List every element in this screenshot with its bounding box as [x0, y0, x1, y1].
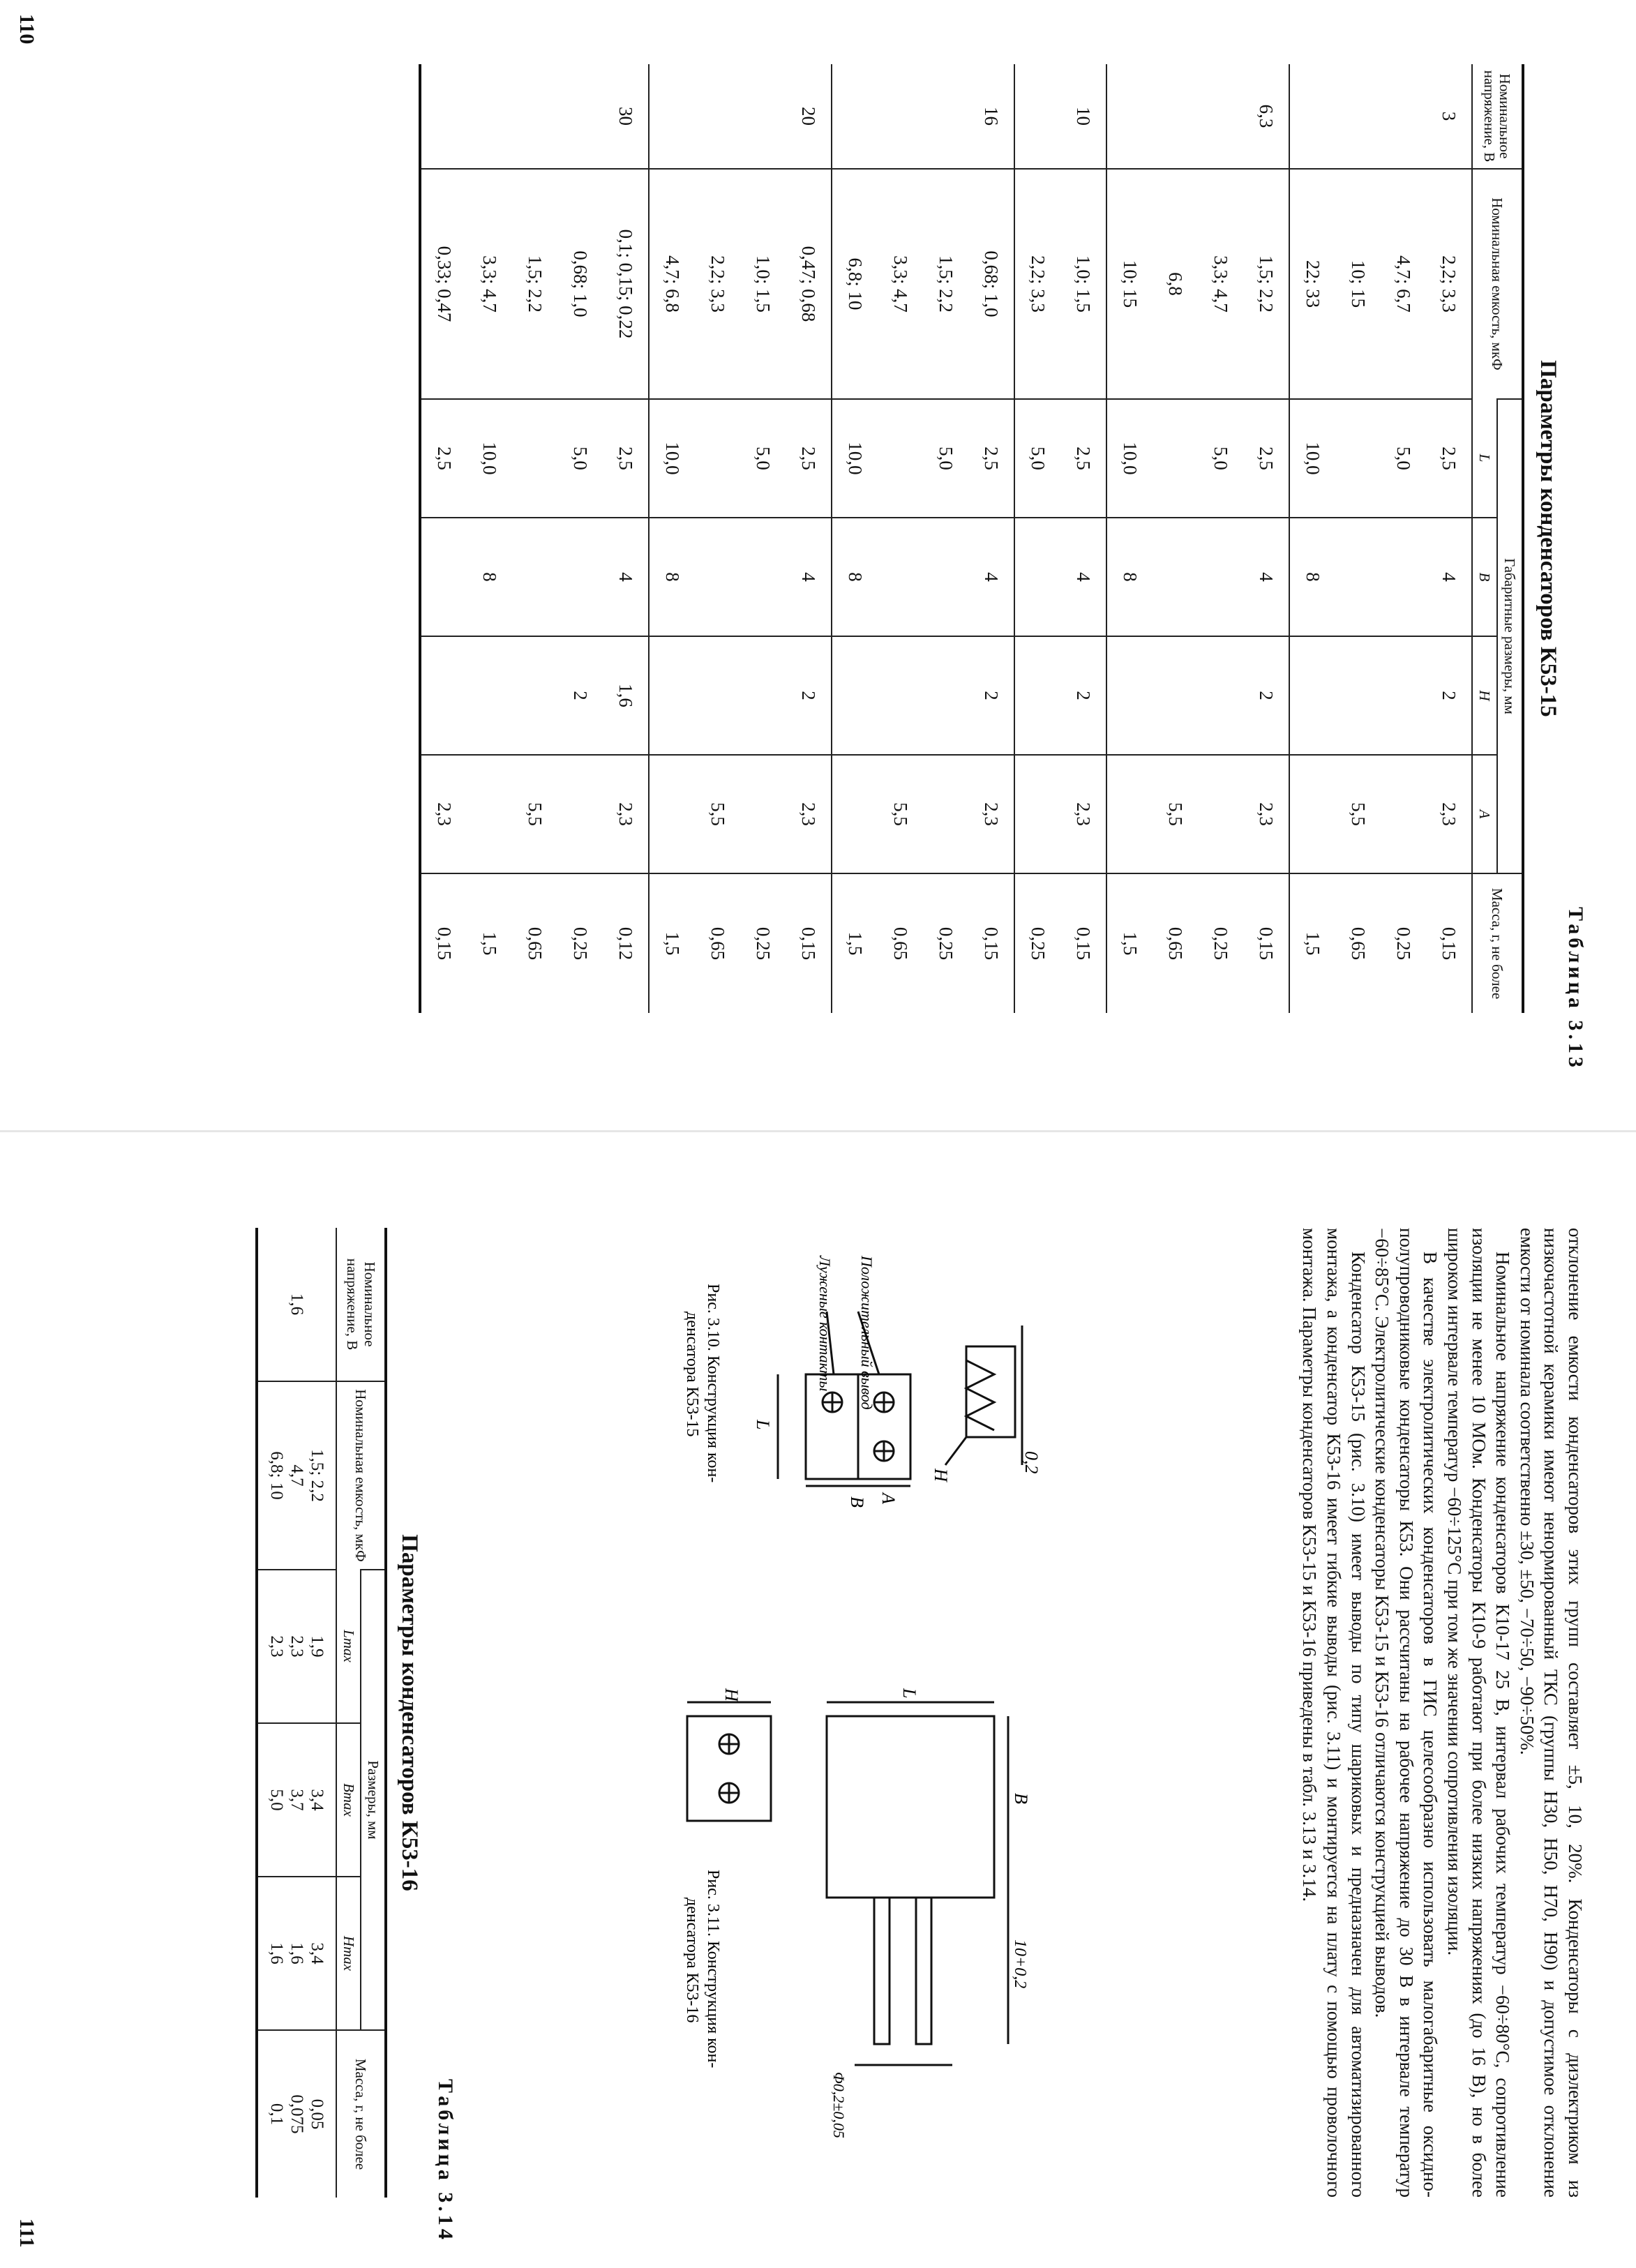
cell-voltage: 16 — [968, 64, 1014, 169]
t314-header-dims: Размеры, мм — [361, 1570, 386, 2030]
cell-B — [1198, 518, 1243, 636]
cell-H — [1014, 636, 1060, 755]
fig311-dim-B: B — [1011, 1793, 1031, 1804]
cell-L: 10,0 — [1289, 399, 1335, 518]
cell-B: 8 — [1289, 518, 1335, 636]
cell-capacity: 0,1; 0,15; 0,22 — [603, 169, 649, 399]
cell-mass: 0,15 — [1060, 873, 1106, 1013]
cell-H — [1153, 636, 1198, 755]
cell-H — [740, 636, 786, 755]
cell-capacity: 1,5; 2,2 — [923, 169, 968, 399]
cell-L: 5,0 — [1014, 399, 1060, 518]
cell-L — [512, 399, 557, 518]
fig311-side-body — [687, 1716, 771, 1821]
table-row — [968, 64, 1014, 1013]
fig310-side-leads — [966, 1360, 994, 1430]
cell-voltage: 30 — [603, 64, 649, 169]
cell-L: 5,0 — [557, 399, 603, 518]
table-3-14 — [255, 1228, 387, 2198]
table-3-13-body — [420, 64, 1472, 1013]
cell-capacity: 22; 33 — [1289, 169, 1335, 399]
cell-mass: 1,5 — [467, 873, 512, 1013]
t314-cell-capacity: 1,5; 2,2 4,7 6,8; 10 — [257, 1381, 336, 1570]
cell-A: 5,5 — [695, 755, 740, 873]
cell-H: 2 — [557, 636, 603, 755]
fig311-lead-1 — [916, 1898, 931, 2044]
table-row — [1198, 64, 1243, 1013]
t314-header-voltage: Номинальное напряжение, В — [336, 1228, 386, 1381]
cell-capacity: 1,5; 2,2 — [1243, 169, 1289, 399]
cell-capacity: 1,0; 1,5 — [1060, 169, 1106, 399]
fig311-front-body — [827, 1716, 994, 1898]
cell-B: 4 — [1426, 518, 1472, 636]
cell-mass: 1,5 — [649, 873, 695, 1013]
cell-voltage — [467, 64, 512, 169]
cell-mass: 0,65 — [1153, 873, 1198, 1013]
cell-capacity: 6,8 — [1153, 169, 1198, 399]
t314-cell-B: 3,4 3,7 5,0 — [257, 1723, 336, 1877]
cell-L: 2,5 — [1243, 399, 1289, 518]
cell-L: 2,5 — [1060, 399, 1106, 518]
cell-mass: 0,15 — [968, 873, 1014, 1013]
fig311-dim-L: L — [899, 1688, 920, 1699]
cell-capacity: 10; 15 — [1106, 169, 1153, 399]
cell-H — [1106, 636, 1153, 755]
cell-H: 2 — [1060, 636, 1106, 755]
fig310-label-positive: Положительный вывод — [858, 1256, 876, 1410]
fig311-dim-10: 10+0,2 — [1011, 1939, 1029, 1989]
table-row — [786, 64, 832, 1013]
cell-A — [740, 755, 786, 873]
cell-capacity: 3,3; 4,7 — [1198, 169, 1243, 399]
fig310-dim-L: L — [753, 1420, 773, 1430]
cell-B: 8 — [649, 518, 695, 636]
cell-mass: 0,12 — [603, 873, 649, 1013]
cell-H — [695, 636, 740, 755]
cell-A: 2,3 — [1243, 755, 1289, 873]
cell-L: 5,0 — [1198, 399, 1243, 518]
cell-B — [1153, 518, 1198, 636]
cell-capacity: 4,7; 6,8 — [649, 169, 695, 399]
page-number-right: 111 — [15, 2218, 38, 2248]
cell-H — [832, 636, 878, 755]
cell-B: 8 — [467, 518, 512, 636]
cell-B: 4 — [1060, 518, 1106, 636]
cell-voltage — [1289, 64, 1335, 169]
cell-mass: 0,15 — [1426, 873, 1472, 1013]
cell-A: 2,3 — [603, 755, 649, 873]
cell-voltage — [878, 64, 923, 169]
cell-H — [923, 636, 968, 755]
cell-voltage — [1106, 64, 1153, 169]
cell-voltage — [740, 64, 786, 169]
table-row — [1289, 64, 1335, 1013]
cell-voltage — [1198, 64, 1243, 169]
cell-B — [695, 518, 740, 636]
table-row — [1060, 64, 1106, 1013]
t314-cell-voltage: 1,6 — [257, 1228, 336, 1381]
cell-L — [1153, 399, 1198, 518]
table-row — [878, 64, 923, 1013]
cell-A: 5,5 — [512, 755, 557, 873]
fig310-dim-02: 0,2 — [1021, 1451, 1042, 1474]
cell-A: 5,5 — [878, 755, 923, 873]
cell-L: 2,5 — [968, 399, 1014, 518]
cell-B — [512, 518, 557, 636]
cell-capacity: 2,2; 3,3 — [695, 169, 740, 399]
cell-B: 8 — [832, 518, 878, 636]
cell-B — [878, 518, 923, 636]
cell-H: 2 — [968, 636, 1014, 755]
cell-mass: 1,5 — [832, 873, 878, 1013]
cell-voltage: 10 — [1060, 64, 1106, 169]
t314-header-L: Lmax — [336, 1570, 361, 1723]
cell-capacity: 0,68; 1,0 — [968, 169, 1014, 399]
paragraph-2: Номинальное напряжение конденсаторов К10-17 25 В, интервал рабочих температур −60÷80°С, сопротивление изоляции не менее 10 МОм. Конденсаторы К10-9 работают при более низких напряжениях (до 16 В), но в более широком интервале температур −60÷125°С при том же значении сопротивления изоляции. — [1444, 1228, 1514, 2198]
fig310-caption-1: Рис. 3.10. Конструкция кон- — [704, 1284, 722, 1483]
cell-voltage — [557, 64, 603, 169]
cell-voltage — [1153, 64, 1198, 169]
cell-H: 2 — [1243, 636, 1289, 755]
cell-mass: 0,15 — [420, 873, 467, 1013]
cell-capacity: 0,33; 0,47 — [420, 169, 467, 399]
cell-voltage — [649, 64, 695, 169]
cell-A — [1381, 755, 1426, 873]
cell-A: 2,3 — [968, 755, 1014, 873]
paragraph-1: отклонение емкости конденсаторов этих групп составляет ±5, 10, 20%. Конденсаторы с диэлектриком из низкочастотной керамики имеют ненормированный ТКС (группы Н30, Н50, Н70, Н90) и допустимое отклонение емкости от номинала соответственно ±30, ±50, −70÷50, −90÷50%. — [1516, 1228, 1586, 2198]
cell-H — [878, 636, 923, 755]
cell-voltage — [1014, 64, 1060, 169]
cell-L — [695, 399, 740, 518]
cell-mass: 0,15 — [786, 873, 832, 1013]
fig311-lead-2 — [874, 1898, 890, 2044]
table-row — [1153, 64, 1198, 1013]
cell-A: 2,3 — [1426, 755, 1472, 873]
cell-B: 8 — [1106, 518, 1153, 636]
fig310-dim-H: H — [931, 1469, 951, 1482]
table-row — [512, 64, 557, 1013]
cell-mass: 1,5 — [1289, 873, 1335, 1013]
cell-mass: 1,5 — [1106, 873, 1153, 1013]
cell-L — [1335, 399, 1381, 518]
table-row — [695, 64, 740, 1013]
header-A: A — [1472, 755, 1497, 873]
cell-A: 5,5 — [1335, 755, 1381, 873]
cell-L: 5,0 — [740, 399, 786, 518]
t314-header-B: Bmax — [336, 1723, 361, 1877]
cell-capacity: 2,2; 3,3 — [1014, 169, 1060, 399]
cell-B: 4 — [603, 518, 649, 636]
cell-mass: 0,65 — [512, 873, 557, 1013]
cell-L: 10,0 — [467, 399, 512, 518]
cell-L — [878, 399, 923, 518]
fig310-dim-B: B — [847, 1496, 867, 1508]
t314-cell-L: 1,9 2,3 2,3 — [257, 1570, 336, 1723]
cell-L: 10,0 — [832, 399, 878, 518]
cell-B — [740, 518, 786, 636]
t314-header-H: Hmax — [336, 1877, 361, 2030]
fig311-dim-phi: Φ0,2±0,05 — [830, 2072, 848, 2138]
cell-mass: 0,25 — [1381, 873, 1426, 1013]
cell-voltage — [1381, 64, 1426, 169]
table-row — [740, 64, 786, 1013]
header-B: B — [1472, 518, 1497, 636]
cell-L: 10,0 — [649, 399, 695, 518]
cell-A — [832, 755, 878, 873]
cell-A — [1198, 755, 1243, 873]
table-3-13-label: Таблица 3.13 — [1564, 907, 1587, 1071]
cell-L: 10,0 — [1106, 399, 1153, 518]
cell-L: 2,5 — [420, 399, 467, 518]
fig310-dim-H-leader — [945, 1437, 966, 1465]
cell-capacity: 1,0; 1,5 — [740, 169, 786, 399]
page-gutter — [0, 1130, 1636, 1132]
cell-capacity: 1,5; 2,2 — [512, 169, 557, 399]
cell-voltage — [512, 64, 557, 169]
header-L: L — [1472, 399, 1497, 518]
cell-B — [1381, 518, 1426, 636]
table-row — [832, 64, 878, 1013]
table-3-14-title: Параметры конденсаторов К53-16 — [397, 1534, 422, 1891]
cell-voltage — [1335, 64, 1381, 169]
table-row — [1335, 64, 1381, 1013]
cell-capacity: 3,3; 4,7 — [878, 169, 923, 399]
table-row — [1243, 64, 1289, 1013]
cell-H: 2 — [1426, 636, 1472, 755]
table-row — [1106, 64, 1153, 1013]
table-3-13-title: Параметры конденсаторов К53-15 — [1536, 360, 1561, 717]
cell-mass: 0,25 — [923, 873, 968, 1013]
table-row — [649, 64, 695, 1013]
cell-voltage: 20 — [786, 64, 832, 169]
cell-mass: 0,25 — [1014, 873, 1060, 1013]
cell-capacity: 0,47; 0,68 — [786, 169, 832, 399]
cell-H — [1335, 636, 1381, 755]
cell-A: 5,5 — [1153, 755, 1198, 873]
cell-mass: 0,15 — [1243, 873, 1289, 1013]
table-row — [1426, 64, 1472, 1013]
cell-A — [467, 755, 512, 873]
table-3-14-label: Таблица 3.14 — [434, 2079, 457, 2243]
cell-B — [1014, 518, 1060, 636]
cell-mass: 0,65 — [695, 873, 740, 1013]
cell-capacity: 3,3; 4,7 — [467, 169, 512, 399]
cell-B — [557, 518, 603, 636]
table-row — [603, 64, 649, 1013]
table-row — [467, 64, 512, 1013]
cell-voltage — [923, 64, 968, 169]
cell-H — [512, 636, 557, 755]
fig310-label-contacts: Луженые контакты — [816, 1256, 834, 1392]
table-row — [923, 64, 968, 1013]
table-row — [420, 64, 467, 1013]
fig311-dim-H: H — [721, 1688, 742, 1702]
cell-A: 2,3 — [1060, 755, 1106, 873]
cell-mass: 0,25 — [740, 873, 786, 1013]
cell-B — [420, 518, 467, 636]
cell-L: 5,0 — [923, 399, 968, 518]
fig311-caption-2: денсатора К53-16 — [683, 1898, 701, 2023]
cell-H — [420, 636, 467, 755]
cell-mass: 0,65 — [1335, 873, 1381, 1013]
cell-voltage — [420, 64, 467, 169]
cell-H — [1289, 636, 1335, 755]
cell-A — [1106, 755, 1153, 873]
table-row — [1014, 64, 1060, 1013]
fig310-caption-2: денсатора К53-15 — [683, 1312, 701, 1437]
cell-L: 2,5 — [603, 399, 649, 518]
cell-capacity: 10; 15 — [1335, 169, 1381, 399]
page-number-left: 110 — [15, 14, 38, 45]
cell-A — [557, 755, 603, 873]
header-dims-group: Габаритные размеры, мм — [1497, 399, 1523, 873]
cell-L: 2,5 — [1426, 399, 1472, 518]
cell-L: 2,5 — [786, 399, 832, 518]
cell-H — [467, 636, 512, 755]
cell-voltage: 3 — [1426, 64, 1472, 169]
t314-cell-H: 3,4 1,6 1,6 — [257, 1877, 336, 2030]
table-row — [1381, 64, 1426, 1013]
cell-mass: 0,25 — [557, 873, 603, 1013]
paragraph-4: Конденсатор К53-15 (рис. 3.10) имеет выводы по типу шариковых и предназначен для автоматизированного монтажа, а конденсатор К53-16 имеет гибкие выводы (рис. 3.11) и монтируется на плату с помощью проволочного монтажа. Параметры конденсаторов К53-15 и К53-16 приведены в табл. 3.13 и 3.14. — [1299, 1228, 1369, 2198]
header-capacity: Номинальная емкость, мкФ — [1472, 169, 1523, 399]
cell-A — [1014, 755, 1060, 873]
header-mass: Масса, г, не более — [1472, 873, 1523, 1013]
table-row — [257, 1228, 336, 2198]
cell-A: 2,3 — [420, 755, 467, 873]
cell-capacity: 2,2; 3,3 — [1426, 169, 1472, 399]
cell-B: 4 — [1243, 518, 1289, 636]
header-voltage: Номинальное напряжение, В — [1472, 64, 1523, 169]
cell-B — [923, 518, 968, 636]
cell-voltage — [832, 64, 878, 169]
cell-H — [649, 636, 695, 755]
figure-3-11 — [617, 1688, 1036, 2163]
cell-A — [649, 755, 695, 873]
cell-A: 2,3 — [786, 755, 832, 873]
cell-L: 5,0 — [1381, 399, 1426, 518]
cell-capacity: 0,68; 1,0 — [557, 169, 603, 399]
cell-mass: 0,65 — [878, 873, 923, 1013]
header-H: H — [1472, 636, 1497, 755]
table-row — [557, 64, 603, 1013]
cell-voltage — [695, 64, 740, 169]
cell-B — [1335, 518, 1381, 636]
cell-B: 4 — [968, 518, 1014, 636]
cell-A — [923, 755, 968, 873]
paragraph-3: В качестве электролитических конденсаторов в ГИС целесообразно использовать малогабаритные оксидно-полупроводниковые конденсаторы К53. Они рассчитаны на рабочее напряжение до 30 В в интервале температур −60÷85°С. Электролитические конденсаторы К53-15 и К53-16 отличаются конструкцией выводов. — [1372, 1228, 1441, 2198]
figure-3-10 — [617, 1256, 1042, 1646]
body-text — [1298, 1228, 1587, 2198]
cell-B: 4 — [786, 518, 832, 636]
cell-H: 2 — [786, 636, 832, 755]
fig310-dim-A: A — [878, 1493, 899, 1504]
table-3-13 — [419, 64, 1524, 1013]
t314-header-capacity: Номинальная емкость, мкФ — [336, 1381, 386, 1570]
cell-H — [1198, 636, 1243, 755]
cell-voltage: 6,3 — [1243, 64, 1289, 169]
cell-capacity: 4,7; 6,7 — [1381, 169, 1426, 399]
cell-mass: 0,25 — [1198, 873, 1243, 1013]
cell-A — [1289, 755, 1335, 873]
cell-H: 1,6 — [603, 636, 649, 755]
cell-H — [1381, 636, 1426, 755]
t314-cell-mass: 0,05 0,075 0,1 — [257, 2030, 336, 2198]
fig311-caption-1: Рис. 3.11. Конструкция кон- — [704, 1870, 722, 2068]
t314-header-mass: Масса, г, не более — [336, 2030, 386, 2198]
cell-capacity: 6,8; 10 — [832, 169, 878, 399]
